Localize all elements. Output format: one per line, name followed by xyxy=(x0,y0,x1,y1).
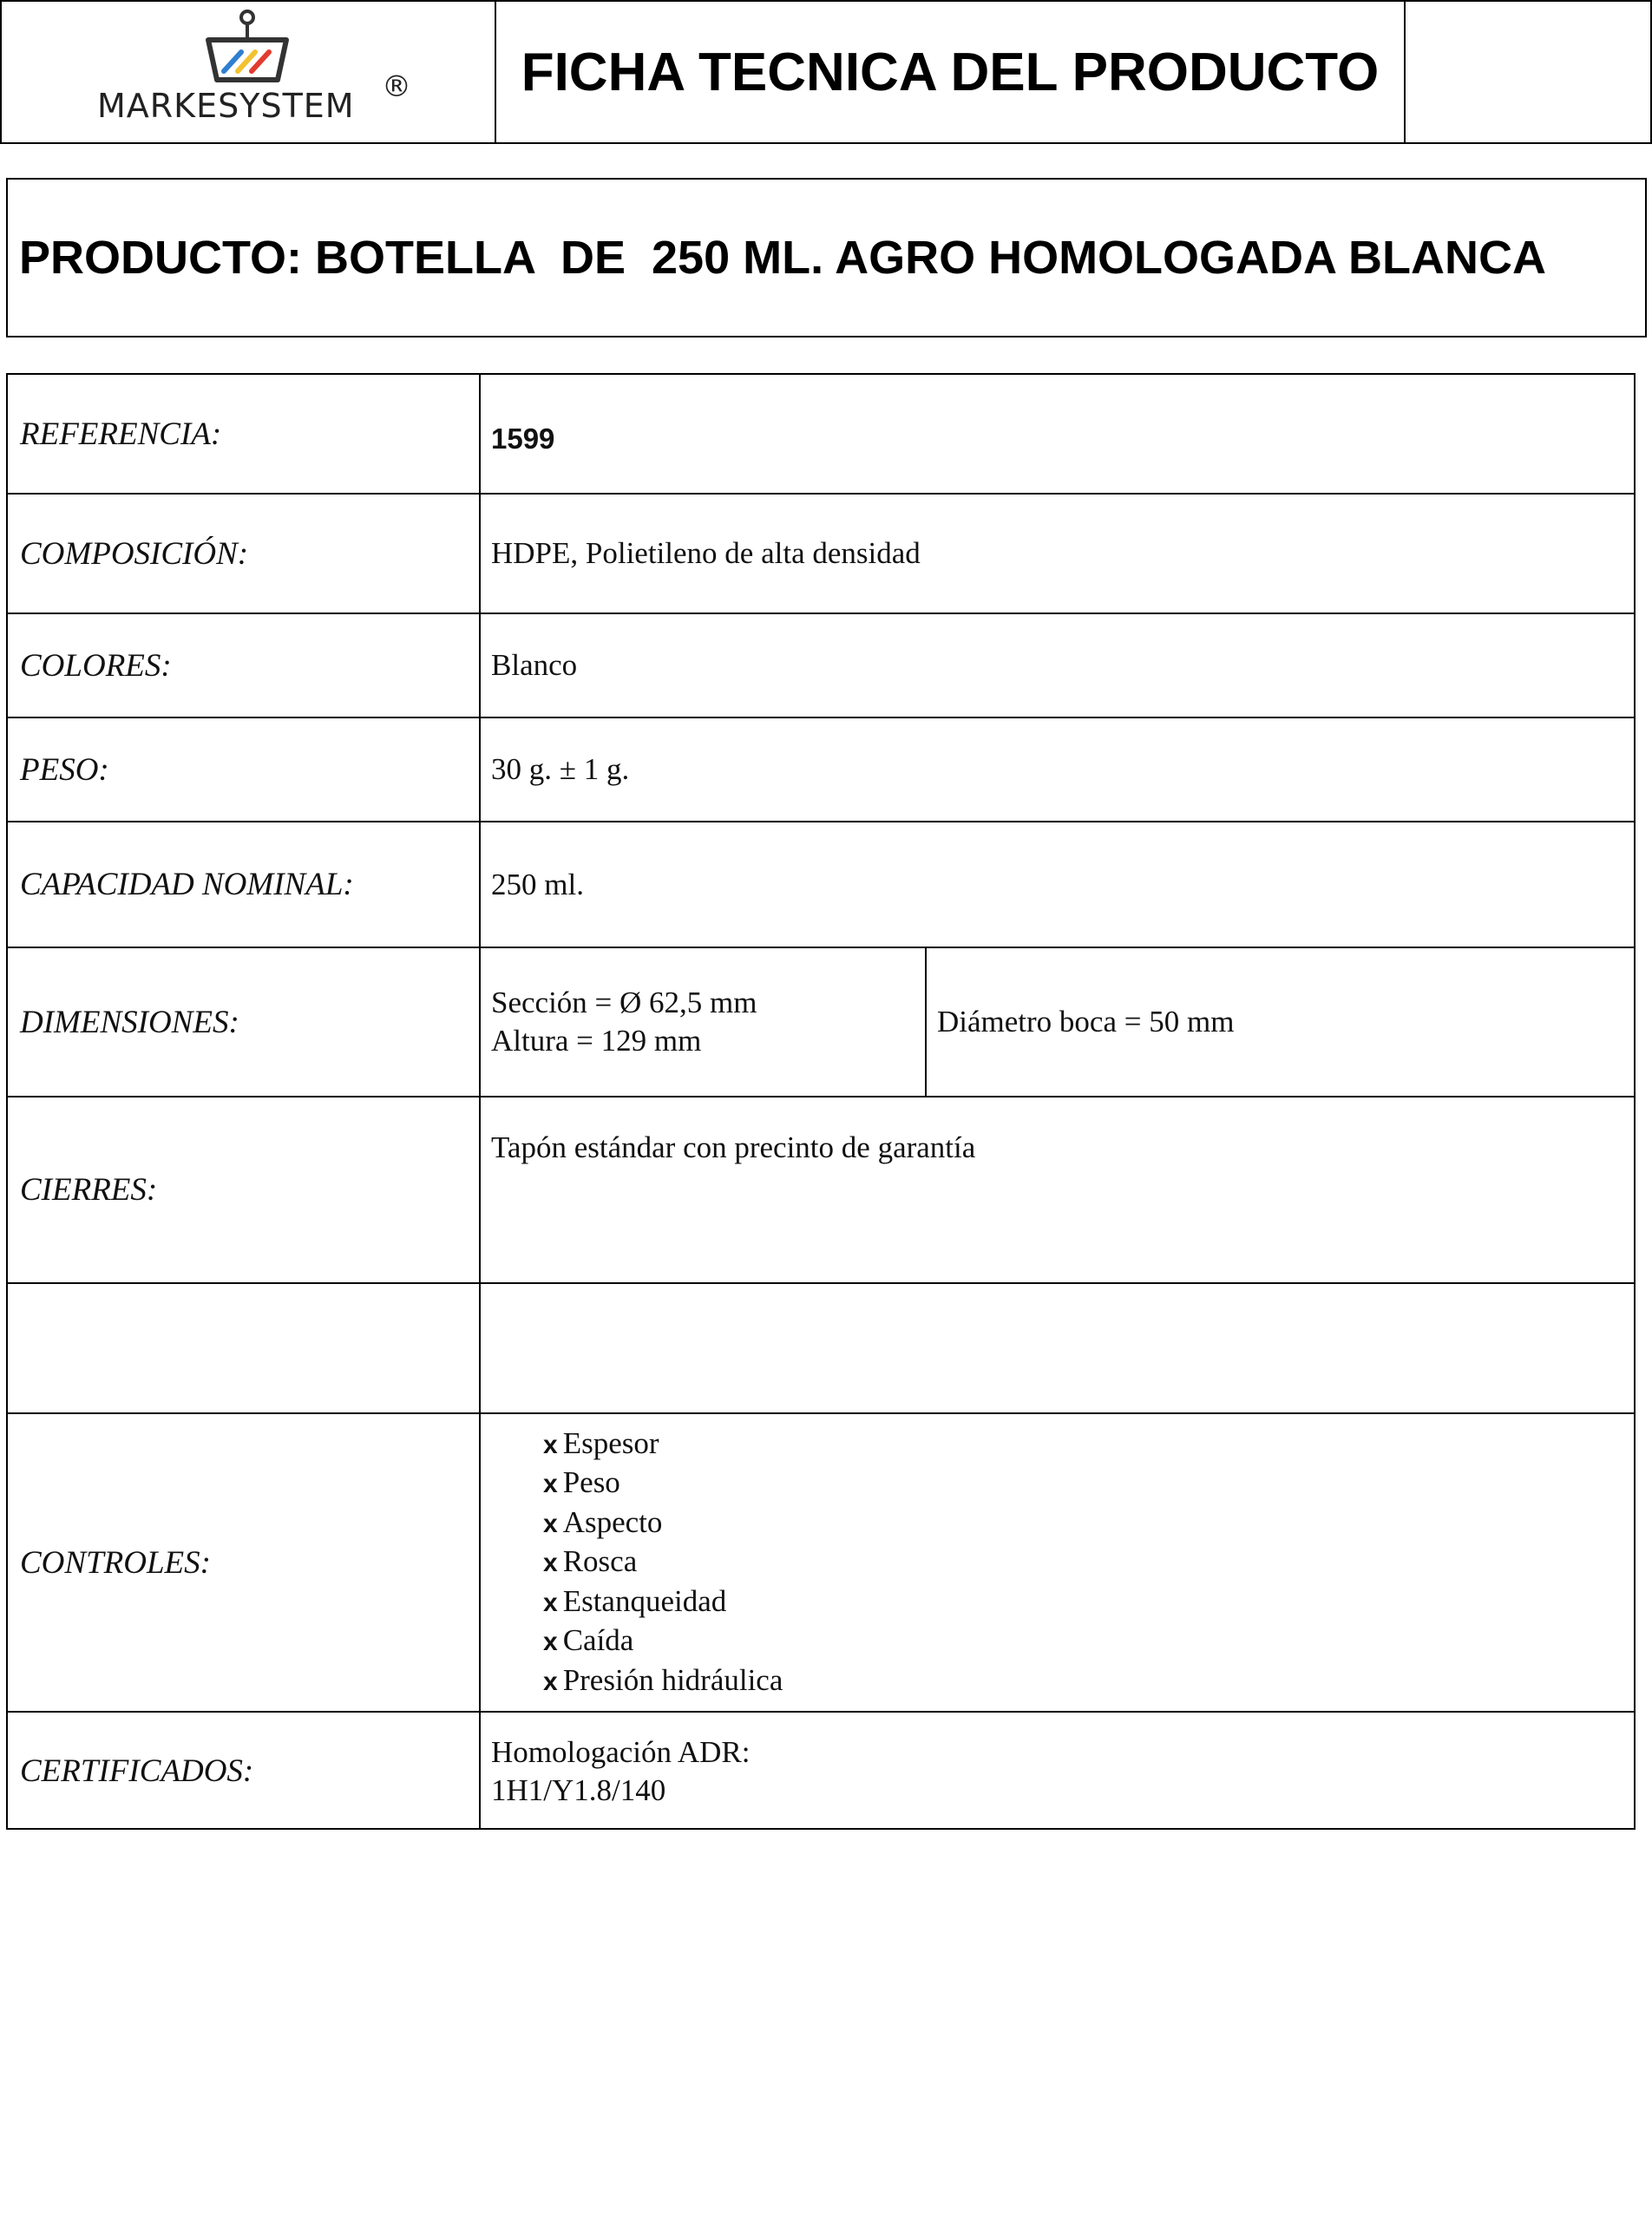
x-mark-icon: x xyxy=(543,1549,558,1578)
brand-name: MARKESYSTEM xyxy=(97,87,355,125)
dimension-altura: Altura = 129 mm xyxy=(491,1024,702,1058)
control-item-label: Peso xyxy=(562,1465,620,1500)
value-peso: 30 g. ± 1 g. xyxy=(491,752,630,786)
value-diametro-boca: Diámetro boca = 50 mm xyxy=(937,1005,1235,1038)
value-cierres: Tapón estándar con precinto de garantía xyxy=(491,1130,976,1164)
control-item-label: Rosca xyxy=(562,1544,638,1579)
row-peso xyxy=(8,718,1634,822)
label-cierres: CIERRES: xyxy=(8,1097,481,1282)
x-mark-icon: x xyxy=(543,1667,558,1696)
page-title: FICHA TECNICA DEL PRODUCTO xyxy=(521,42,1380,102)
row-composicion xyxy=(8,495,1634,614)
row-certificados xyxy=(8,1713,1634,1830)
list-item xyxy=(543,1425,783,1464)
control-item-label: Aspecto xyxy=(562,1504,663,1539)
list-item xyxy=(543,1464,783,1504)
control-item-label: Espesor xyxy=(562,1425,659,1460)
x-mark-icon: x xyxy=(543,1430,558,1459)
control-item-label: Presión hidráulica xyxy=(562,1662,783,1697)
label-dimensiones: DIMENSIONES: xyxy=(8,948,481,1096)
controles-list xyxy=(491,1425,783,1701)
certificado-line-2: 1H1/Y1.8/140 xyxy=(491,1772,666,1807)
header xyxy=(0,0,1652,144)
row-controles xyxy=(8,1414,1634,1713)
value-certificados xyxy=(481,1713,1634,1830)
row-dimensiones xyxy=(8,948,1634,1097)
logo-cell xyxy=(2,2,496,142)
title-cell xyxy=(496,2,1406,142)
list-item xyxy=(543,1622,783,1661)
control-item-label: Caída xyxy=(562,1623,634,1658)
dimension-seccion: Sección = Ø 62,5 mm xyxy=(491,986,757,1019)
list-item xyxy=(543,1504,783,1543)
spec-table xyxy=(6,373,1636,1830)
x-mark-icon: x xyxy=(543,1588,558,1617)
x-mark-icon: x xyxy=(543,1509,558,1538)
value-controles xyxy=(481,1414,1634,1711)
label-empty xyxy=(8,1284,481,1412)
product-title: PRODUCTO: BOTELLA DE 250 ML. AGRO HOMOLOGADA BLANCA xyxy=(19,232,1547,284)
x-mark-icon: x xyxy=(543,1628,558,1657)
product-box xyxy=(6,178,1647,337)
value-dimensiones-seccion-altura xyxy=(481,948,927,1096)
value-colores: Blanco xyxy=(491,648,578,682)
row-referencia xyxy=(8,375,1634,495)
label-controles: CONTROLES: xyxy=(8,1414,481,1711)
control-item-label: Estanqueidad xyxy=(562,1583,727,1618)
label-capacidad: CAPACIDAD NOMINAL: xyxy=(8,822,481,947)
value-empty xyxy=(481,1284,1634,1412)
row-capacidad xyxy=(8,822,1634,948)
certificado-line-1: Homologación ADR: xyxy=(491,1734,751,1769)
row-colores xyxy=(8,614,1634,718)
row-empty xyxy=(8,1284,1634,1414)
label-referencia: REFERENCIA: xyxy=(8,375,481,493)
label-certificados: CERTIFICADOS: xyxy=(8,1713,481,1830)
value-referencia: 1599 xyxy=(491,423,555,455)
list-item xyxy=(543,1543,783,1582)
row-cierres xyxy=(8,1097,1634,1284)
label-composicion: COMPOSICIÓN: xyxy=(8,495,481,613)
list-item xyxy=(543,1661,783,1701)
value-composicion: HDPE, Polietileno de alta densidad xyxy=(491,536,921,570)
registered-mark: ® xyxy=(382,69,411,104)
value-capacidad: 250 ml. xyxy=(491,867,584,901)
x-mark-icon: x xyxy=(543,1470,558,1499)
label-peso: PESO: xyxy=(8,718,481,821)
label-colores: COLORES: xyxy=(8,614,481,717)
list-item xyxy=(543,1582,783,1622)
shopping-basket-icon xyxy=(200,7,295,85)
